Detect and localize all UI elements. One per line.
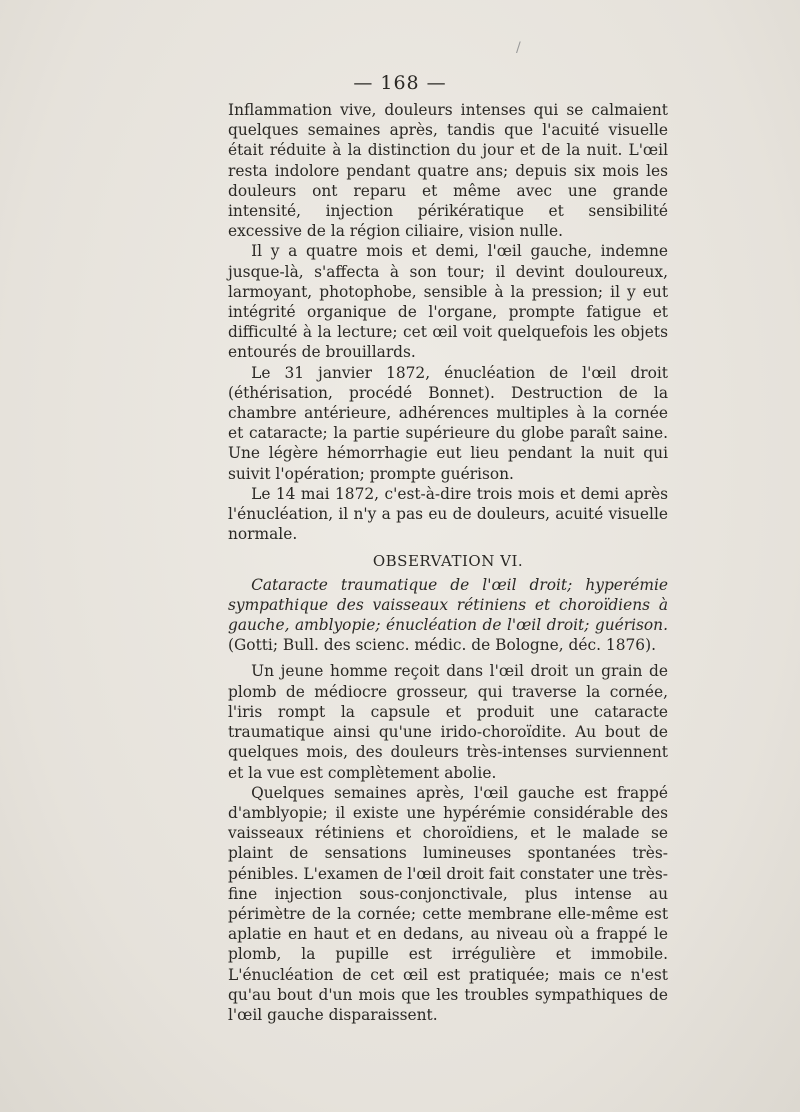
observation-reference: (Gotti; Bull. des scienc. médic. de Bologne, déc. 1876). <box>228 636 656 655</box>
paragraph: Il y a quatre mois et demi, l'œil gauche, indemne jusque-là, s'affecta à son tour; il devint douloureux, larmoyant, photophobe, sensible à la pression; il y eut intégrité organique de l'organe, prompte fatigue et difficulté à la lecture; cet œil voit quelquefois les objets entourés de brouillards. <box>228 242 668 362</box>
observation-title-text: Cataracte traumatique de l'œil droit; hyperémie sympathique des vaisseaux rétiniens et choroïdiens à gauche, amblyopie; énucléation de l'œil droit; guérison. <box>228 575 668 635</box>
paragraph: Le 31 janvier 1872, énucléation de l'œil droit (éthérisation, procédé Bonnet). Destruction de la chambre antérieure, adhérences multiples à la cornée et cataracte; la partie supérieure du globe paraît saine. Une légère hémorrhagie eut lieu pendant la nuit qui suivit l'opération; prompte guérison. <box>228 363 668 483</box>
observation-title <box>228 575 668 656</box>
paragraph: Le 14 mai 1872, c'est-à-dire trois mois et demi après l'énucléation, il n'y a pas eu de douleurs, acuité visuelle normale. <box>228 484 668 544</box>
observation-heading: OBSERVATION VI. <box>372 552 524 571</box>
page-body <box>228 100 668 1025</box>
page-number: — 168 — <box>353 72 447 94</box>
pencil-mark: / <box>516 40 521 56</box>
paragraph: Un jeune homme reçoit dans l'œil droit un grain de plomb de médiocre grosseur, qui traverse la cornée, l'iris rompt la capsule et produit une cataracte traumatique ainsi qu'une irido-choroïdite. Au bout de quelques mois, des douleurs très-intenses surviennent et la vue est complètement abolie. <box>228 662 668 782</box>
paragraph: Quelques semaines après, l'œil gauche est frappé d'amblyopie; il existe une hypérémie considérable des vaisseaux rétiniens et choroïdiens, et le malade se plaint de sensations lumineuses spontanées très-pénibles. L'examen de l'œil droit fait constater une très-fine injection sous-conjonctivale, plus intense au périmètre de la cornée; cette membrane elle-même est aplatie en haut et en dedans, au niveau où a frappé le plomb, la pupille est irrégulière et immobile. L'énucléation de cet œil est pratiquée; mais ce n'est qu'au bout d'un mois que les troubles sympathiques de l'œil gauche disparaissent. <box>228 783 668 1024</box>
paragraph: Inflammation vive, douleurs intenses qui se calmaient quelques semaines après, tandis que l'acuité visuelle était réduite à la distinction du jour et de la nuit. L'œil resta indolore pendant quatre ans; depuis six mois les douleurs ont reparu et même avec une grande intensité, injection périkératique et sensibilité excessive de la région ciliaire, vision nulle. <box>228 101 668 241</box>
